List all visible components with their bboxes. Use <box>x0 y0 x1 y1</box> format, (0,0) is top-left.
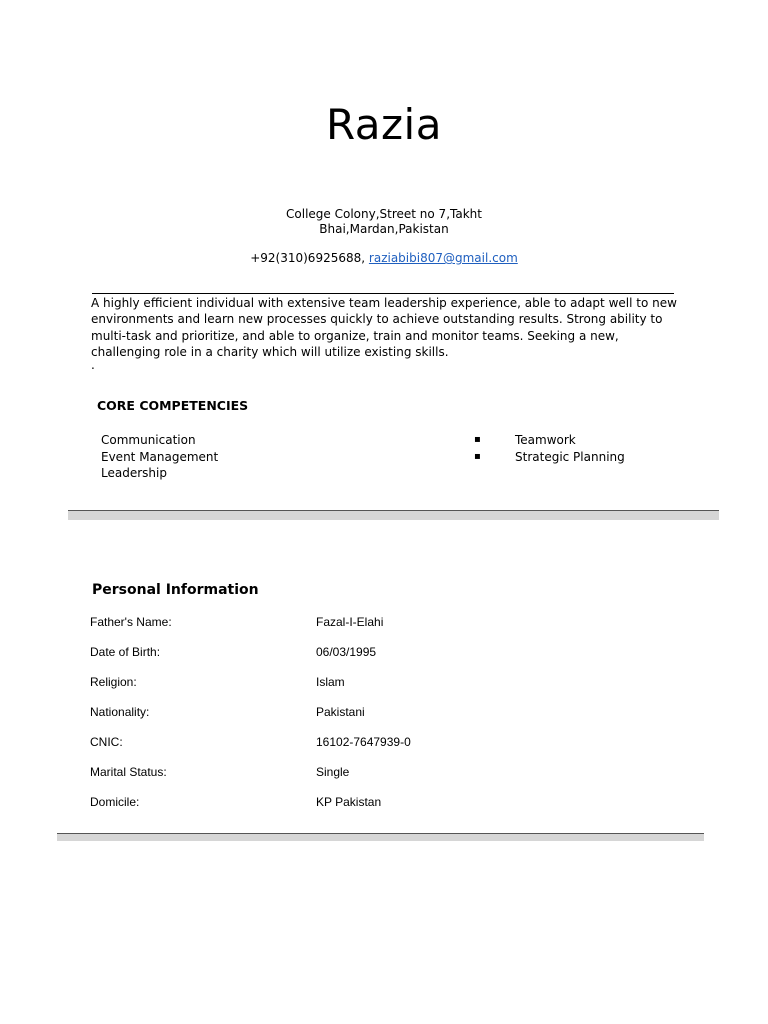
contact-line <box>0 251 768 265</box>
competency-list-right <box>515 432 625 465</box>
phone-number: +92(310)6925688, <box>250 251 366 265</box>
pi-label: Nationality: <box>90 705 150 719</box>
pi-label: Marital Status: <box>90 765 167 779</box>
section-divider-shade <box>57 834 704 841</box>
pi-value: Single <box>316 765 350 779</box>
competency-item: Leadership <box>101 466 167 480</box>
competency-bullets <box>474 432 481 465</box>
pi-value: Pakistani <box>316 705 365 719</box>
summary-divider <box>92 293 674 294</box>
pi-value: 06/03/1995 <box>316 645 377 659</box>
pi-value: KP Pakistan <box>316 795 382 809</box>
pi-value: 16102-7647939-0 <box>316 735 411 749</box>
pi-label: CNIC: <box>90 735 123 749</box>
competency-item: Communication <box>101 433 196 447</box>
address-line-2: Bhai,Mardan,Pakistan <box>319 222 449 236</box>
pi-label: Domicile: <box>90 795 140 809</box>
email-link[interactable]: raziabibi807@gmail.com <box>368 251 518 265</box>
pi-label: Date of Birth: <box>90 645 161 659</box>
pi-label: Religion: <box>90 675 137 689</box>
summary-paragraph: A highly efficient individual with extensive team leadership experience, able to adapt well to new environments and learn new processes quickly to achieve outstanding results. Strong ability to multi-task and prioritize, and able to organize, train and monitor teams. Seeking a new, challenging role in a charity which will utilize existing skills. <box>91 296 677 359</box>
competency-list-left <box>101 432 218 482</box>
core-competencies-heading: CORE COMPETENCIES <box>97 398 249 413</box>
bullet-icon: ▪ <box>474 434 481 445</box>
competency-item: Teamwork <box>515 433 576 447</box>
summary-trailing-mark: . <box>91 358 95 372</box>
bullet-icon: ▪ <box>474 450 481 462</box>
section-divider-shade <box>68 511 719 520</box>
resume-name: Razia <box>326 100 442 149</box>
personal-info-heading: Personal Information <box>92 582 259 598</box>
address-line-1: College Colony,Street no 7,Takht <box>286 207 482 221</box>
competency-item: Event Management <box>101 449 219 464</box>
competency-item: Strategic Planning <box>515 449 625 464</box>
pi-value: Islam <box>316 675 345 689</box>
pi-label: Father's Name: <box>90 615 172 629</box>
pi-value: Fazal-I-Elahi <box>316 615 384 629</box>
